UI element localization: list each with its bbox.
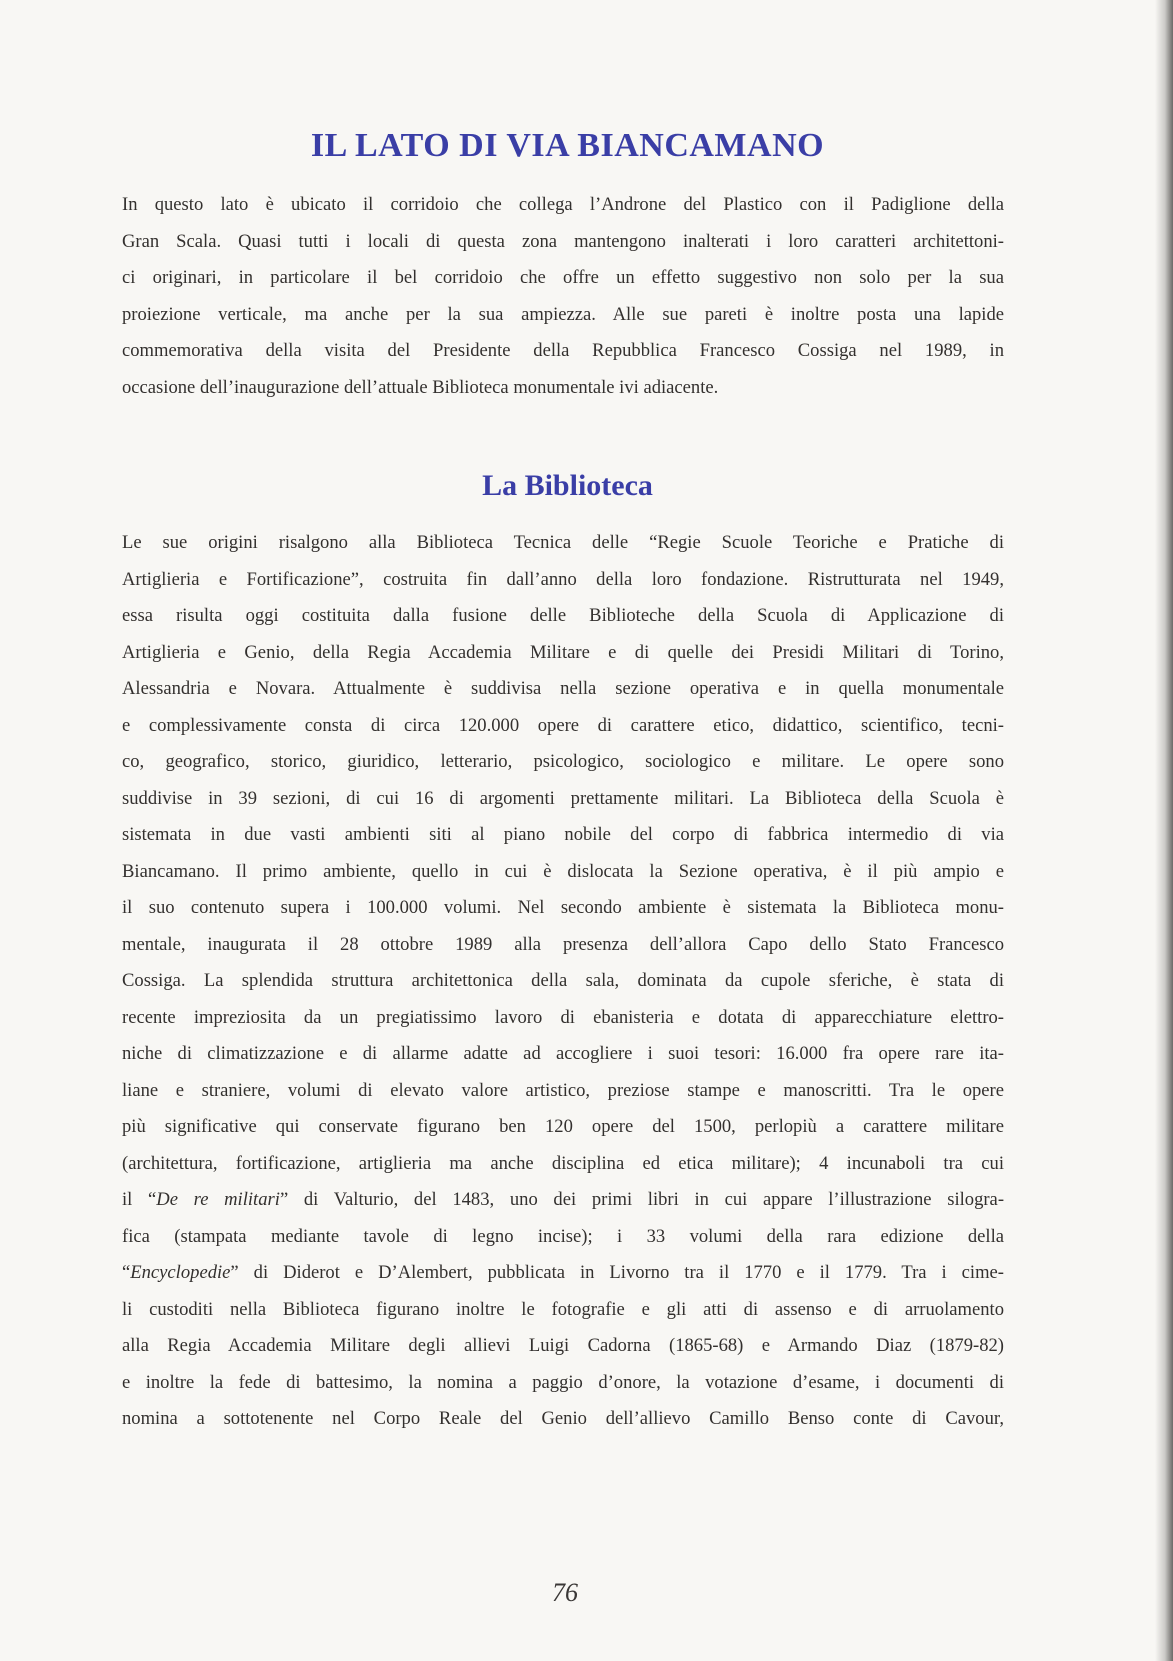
- text-line: il suo contenuto supera i 100.000 volumi. Nel secondo ambiente è sistemata la Biblioteca monu-: [122, 897, 1004, 918]
- paragraph-biblioteca: [122, 525, 1004, 1438]
- text-line: (architettura, fortificazione, artiglieria ma anche disciplina ed etica militare); 4 incunaboli tra cui: [122, 1152, 1004, 1174]
- italic-title: De re militari: [156, 1189, 280, 1210]
- text-line: e inoltre la fede di battesimo, la nomina a paggio d’onore, la votazione d’esame, i documenti di: [122, 1371, 1004, 1393]
- text-line: più significative qui conservate figurano ben 120 opere del 1500, perlopiù a carattere militare: [122, 1116, 1004, 1137]
- text-line: Cossiga. La splendida struttura architettonica della sala, dominata da cupole sferiche, è stata di: [122, 970, 1004, 991]
- text-line: liane e straniere, volumi di elevato valore artistico, preziose stampe e manoscritti. Tra le opere: [122, 1079, 1004, 1101]
- text-line: sistemata in due vasti ambienti siti al piano nobile del corpo di fabbrica intermedio di via: [122, 824, 1004, 845]
- text-line: co, geografico, storico, giuridico, letterario, psicologico, sociologico e militare. Le opere sono: [122, 751, 1004, 772]
- subsection-title: La Biblioteca: [482, 468, 653, 502]
- text-line: alla Regia Accademia Militare degli allievi Luigi Cadorna (1865-68) e Armando Diaz (1879-82): [122, 1335, 1004, 1356]
- page-number: 76: [552, 1578, 578, 1607]
- text-line: recente impreziosita da un pregiatissimo lavoro di ebanisteria e dotata di apparecchiature elettro-: [122, 1006, 1004, 1028]
- paragraph-intro: [122, 187, 1004, 406]
- text-line: li custoditi nella Biblioteca figurano inoltre le fotografie e gli atti di assenso e di arruolamento: [122, 1298, 1004, 1320]
- text-line: fica (stampata mediante tavole di legno incise); i 33 volumi della rara edizione della: [122, 1225, 1004, 1247]
- text-line: In questo lato è ubicato il corridoio che collega l’Androne del Plastico con il Padiglione della: [122, 194, 1004, 215]
- text-line: Gran Scala. Quasi tutti i locali di questa zona mantengono inalterati i loro caratteri architettoni-: [122, 230, 1004, 252]
- text-line: Biancamano. Il primo ambiente, quello in cui è dislocata la Sezione operativa, è il più ampio e: [122, 860, 1004, 882]
- text-line: nomina a sottotenente nel Corpo Reale del Genio dell’allievo Camillo Benso conte di Cavour,: [122, 1408, 1004, 1429]
- text-line: niche di climatizzazione e di allarme adatte ad accogliere i suoi tesori: 16.000 fra opere rare ita-: [122, 1043, 1004, 1064]
- text-line: Artiglieria e Genio, della Regia Accademia Militare e di quelle dei Presidi Militari di Torino,: [122, 641, 1004, 663]
- text-line: occasione dell’inaugurazione dell’attuale Biblioteca monumentale ivi adiacente.: [122, 376, 719, 398]
- text-line: e complessivamente consta di circa 120.000 opere di carattere etico, didattico, scientifico, tecni-: [122, 714, 1004, 736]
- text-line: Alessandria e Novara. Attualmente è suddivisa nella sezione operativa e in quella monumentale: [122, 678, 1004, 699]
- text-line: “Encyclopedie” di Diderot e D’Alembert, pubblicata in Livorno tra il 1770 e il 1779. Tra i cime-: [122, 1262, 1004, 1283]
- text-line: proiezione verticale, ma anche per la sua ampiezza. Alle sue pareti è inoltre posta una lapide: [122, 303, 1004, 325]
- page-edge-shadow: [1155, 0, 1173, 1661]
- text-line: Artiglieria e Fortificazione”, costruita fin dall’anno della loro fondazione. Ristrutturata nel 1949,: [122, 568, 1004, 590]
- section-title: IL LATO DI VIA BIANCAMANO: [310, 126, 825, 164]
- text-line: Le sue origini risalgono alla Biblioteca Tecnica delle “Regie Scuole Teoriche e Pratiche di: [122, 532, 1004, 553]
- text-line: il “De re militari” di Valturio, del 1483, uno dei primi libri in cui appare l’illustrazione silogra-: [122, 1189, 1005, 1210]
- text-line: suddivise in 39 sezioni, di cui 16 di argomenti prettamente militari. La Biblioteca della Scuola è: [122, 787, 1004, 809]
- text-line: essa risulta oggi costituita dalla fusione delle Biblioteche della Scuola di Applicazione di: [122, 605, 1004, 626]
- text-line: mentale, inaugurata il 28 ottobre 1989 alla presenza dell’allora Capo dello Stato Francesco: [122, 933, 1004, 955]
- text-line: commemorativa della visita del Presidente della Repubblica Francesco Cossiga nel 1989, in: [122, 340, 1004, 361]
- italic-title: Encyclopedie: [130, 1262, 231, 1283]
- text-line: ci originari, in particolare il bel corridoio che offre un effetto suggestivo non solo per la sua: [122, 267, 1004, 288]
